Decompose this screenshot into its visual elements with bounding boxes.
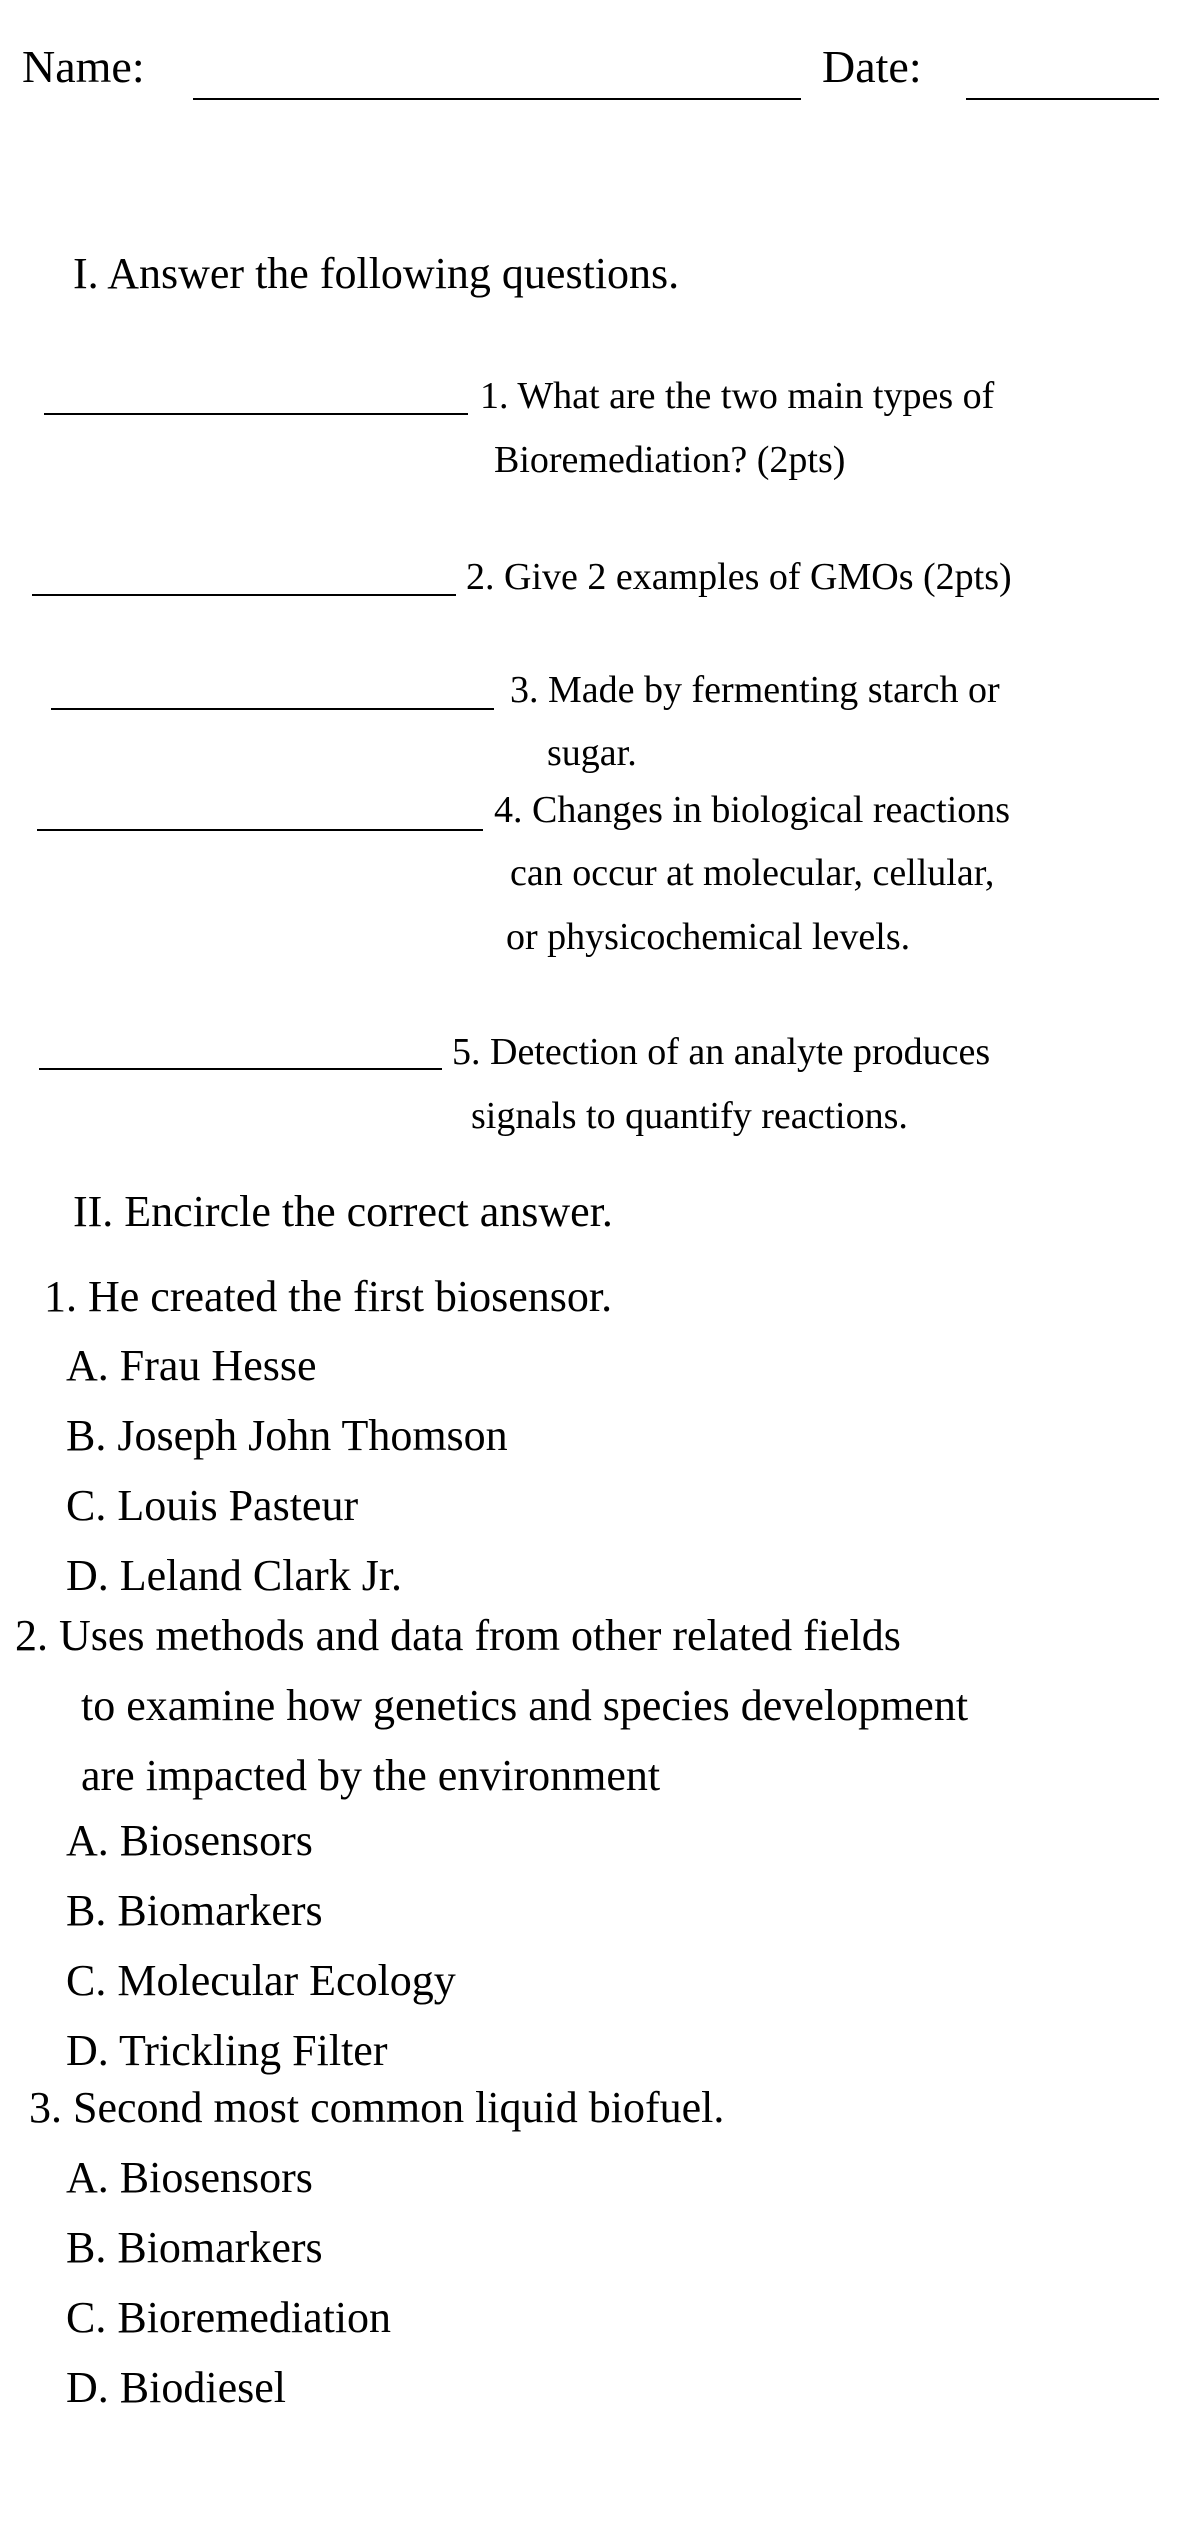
answer-blank-q5[interactable] <box>39 1068 442 1070</box>
answer-blank-q3[interactable] <box>51 708 494 710</box>
section1-question-5-line1: 5. Detection of an analyte produces <box>452 1031 991 1073</box>
section2-question-3-option-c[interactable]: C. Bioremediation <box>66 2293 392 2342</box>
section2-question-1-option-b[interactable]: B. Joseph John Thomson <box>66 1411 508 1460</box>
name-label: Name: <box>22 41 145 92</box>
section2-question-2-option-b[interactable]: B. Biomarkers <box>66 1886 323 1935</box>
section2-question-2-line3: are impacted by the environment <box>81 1751 661 1800</box>
section1-question-5-line2: signals to quantify reactions. <box>471 1095 908 1137</box>
section1-question-1-line2: Bioremediation? (2pts) <box>494 439 846 481</box>
section2-question-1-line1: 1. He created the first biosensor. <box>44 1272 613 1321</box>
section1-question-3-line1: 3. Made by fermenting starch or <box>510 669 1000 711</box>
date-label: Date: <box>822 41 922 92</box>
section2-question-1-option-d[interactable]: D. Leland Clark Jr. <box>66 1551 403 1600</box>
section2-question-2-option-c[interactable]: C. Molecular Ecology <box>66 1956 456 2005</box>
answer-blank-q1[interactable] <box>44 413 468 415</box>
date-blank-line[interactable] <box>966 98 1159 100</box>
section2-question-1-option-a[interactable]: A. Frau Hesse <box>66 1341 317 1390</box>
section1-question-3-line2: sugar. <box>547 732 637 774</box>
section2-question-2-line2: to examine how genetics and species development <box>81 1681 969 1730</box>
section2-title: II. Encircle the correct answer. <box>73 1187 613 1236</box>
section1-title: I. Answer the following questions. <box>73 249 680 298</box>
section2-question-1-option-c[interactable]: C. Louis Pasteur <box>66 1481 359 1530</box>
section1-question-1-line1: 1. What are the two main types of <box>480 375 995 417</box>
section2-question-3-option-b[interactable]: B. Biomarkers <box>66 2223 323 2272</box>
section2-question-3-line1: 3. Second most common liquid biofuel. <box>29 2083 725 2132</box>
section2-question-2-option-d[interactable]: D. Trickling Filter <box>66 2026 388 2075</box>
section2-question-2-line1: 2. Uses methods and data from other related fields <box>15 1611 901 1660</box>
section2-question-2-option-a[interactable]: A. Biosensors <box>66 1816 313 1865</box>
answer-blank-q4[interactable] <box>37 829 483 831</box>
section2-question-3-option-d[interactable]: D. Biodiesel <box>66 2363 286 2412</box>
section1-question-4-line3: or physicochemical levels. <box>506 916 911 958</box>
section1-question-4-line1: 4. Changes in biological reactions <box>494 789 1011 831</box>
answer-blank-q2[interactable] <box>32 594 456 596</box>
section1-question-2-line1: 2. Give 2 examples of GMOs (2pts) <box>466 556 1012 598</box>
name-blank-line[interactable] <box>193 98 801 100</box>
section2-question-3-option-a[interactable]: A. Biosensors <box>66 2153 313 2202</box>
section1-question-4-line2: can occur at molecular, cellular, <box>510 852 995 894</box>
